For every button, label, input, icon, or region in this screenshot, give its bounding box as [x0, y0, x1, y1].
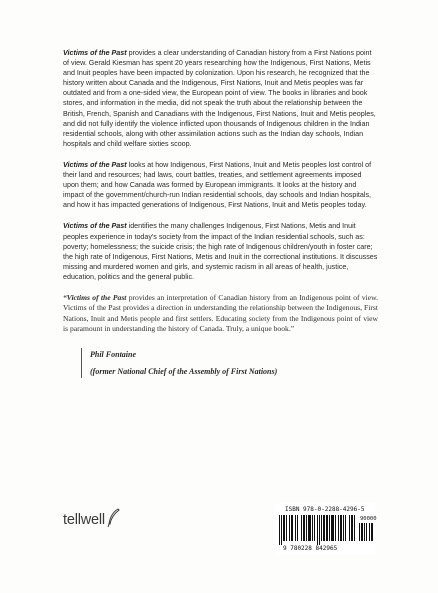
endorser-role: (former National Chief of the Assembly of First Nations)	[90, 366, 278, 376]
ean-digits: 9 780228 842965	[283, 545, 338, 552]
quill-pen-icon	[105, 508, 121, 533]
paragraph-text: identifies the many challenges Indigenous, First Nations, Metis and Inuit peoples experience in today's society from the impact of the Indian residential schools, such as: poverty; homelessness; the suicide crisis; the high rate of Indigenous children/youth in foster care; the high rate of Indigenous, First Nations, Metis and Inuit in the correctional institutions. It discusses missing and murdered women and girls, and systemic racism in all areas of health, justice, education, politics and the general public.	[63, 222, 378, 281]
endorsement-quote	[63, 293, 378, 335]
price-code: 90000	[360, 516, 377, 522]
description-paragraph-1	[63, 48, 378, 149]
endorsement-attribution	[81, 348, 378, 378]
description-block	[63, 48, 378, 378]
price-bars	[359, 523, 373, 545]
book-title-inline: Victims of the Past	[63, 49, 127, 57]
description-paragraph-3	[63, 221, 378, 282]
publisher-logo	[63, 508, 133, 528]
endorser-name: Phil Fontaine	[90, 349, 137, 359]
quote-book-title: Victims of the Past	[66, 292, 127, 302]
isbn-barcode	[275, 503, 375, 555]
book-title-inline: Victims of the Past	[63, 160, 127, 169]
publisher-name: tellwell	[63, 512, 105, 528]
isbn-label: ISBN 978-0-2288-4296-5	[285, 506, 365, 513]
paragraph-text: provides a clear understanding of Canadian history from a First Nations point of view. Gerald Kiesman has spent 20 years researching how the Indigenous, First Nations, Metis and Inuit peoples have been impacted by colonization. Upon his research, he recognized that the history written about Canada and the Indigenous, First Nations, Inuit and Metis peoples was far outdated and from a one-sided view, the European point of view. The books in libraries and book stores, and information in the media, did not speak the truth about the relationship between the British, French, Spanish and Canadians with the Indigenous, First Nations, Inuit and Metis peoples, and did not fully identify the violence inflicted upon thousands of Indigenous children in the Indian residential schools, along with other assimilation actions such as the Indian day schools, Indian hospitals and child welfare sixties scoop.	[63, 49, 376, 148]
quote-text: provides an interpretation of Canadian history from an Indigenous point of view. Victims of the Past provides a direction in understanding the relationship between the Indigenous, First Nations, Inuit and Metis people and first settlers. Educating society from the Indigenous point of view is paramount in understanding the history of Canada. Truly, a unique book.”	[63, 292, 378, 334]
quote-open-mark: “	[63, 292, 67, 302]
paragraph-text: looks at how Indigenous, First Nations, Inuit and Metis peoples lost control of their land and resources; had laws, court battles, treaties, and settlement agreements imposed upon them; and how Canada was formed by European immigrants. It looks at the history and impact of the government/church-run Indian residential schools, day schools and Indian hospitals, and how it has impacted generations of Indigenous, First Nations, Inuit and Metis peoples today.	[63, 160, 372, 210]
book-title-inline: Victims of the Past	[63, 222, 127, 231]
ean-bars	[279, 515, 355, 545]
description-paragraph-2	[63, 160, 378, 210]
